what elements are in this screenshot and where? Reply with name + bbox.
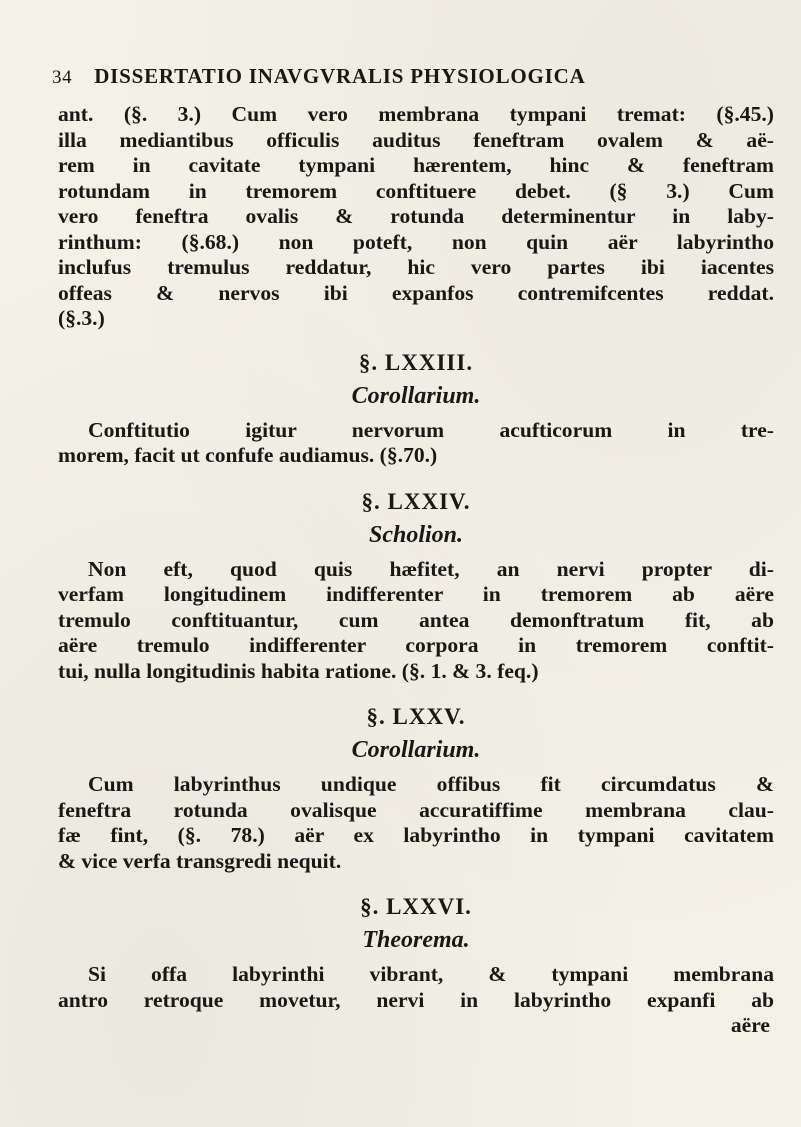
text-line: rinthum: (§.68.) non poteft, non quin aër labyrintho	[58, 229, 774, 254]
section-subheading: Corollarium.	[351, 737, 481, 763]
text-line: aëre tremulo indifferenter corpora in tremorem conftit-	[58, 633, 774, 657]
text-line: offeas & nervos ibi expanfos contremifcentes reddat.	[58, 280, 774, 305]
section-heading: §. LXXIV.	[361, 488, 471, 514]
text-line: rem in cavitate tympani hærentem, hinc & feneftram	[58, 153, 774, 177]
text-line: Si offa labyrinthi vibrant, & tympani membrana	[88, 962, 774, 986]
running-title: DISSERTATIO INAVGVRALIS PHYSIOLOGICA	[94, 64, 586, 88]
text-line: tui, nulla longitudinis habita ratione. (§. 1. & 3. feq.)	[58, 658, 539, 683]
text-line: verfam longitudinem indifferenter in tremorem ab aëre	[58, 582, 774, 606]
text-line: fæ fint, (§. 78.) aër ex labyrintho in tympani cavitatem	[58, 823, 774, 847]
text-line: Non eft, quod quis hæfitet, an nervi propter di-	[88, 556, 774, 581]
text-line: rotundam in tremorem conftituere debet. (§ 3.) Cum	[58, 178, 774, 203]
section-heading: §. LXXIII.	[358, 349, 474, 375]
section-subheading: Scholion.	[368, 521, 464, 548]
section-subheading: Corollarium.	[351, 382, 481, 409]
text-line: & vice verfa transgredi nequit.	[58, 848, 342, 873]
paragraph-continued	[58, 102, 774, 332]
page-number: 34	[52, 67, 73, 88]
text-line: (§.3.)	[58, 306, 105, 330]
text-block	[58, 102, 774, 1039]
section-heading: §. LXXV.	[366, 704, 466, 729]
text-line: morem, facit ut confufe audiamus. (§.70.)	[58, 443, 438, 467]
running-head	[52, 64, 752, 89]
section-subheading: Theorema.	[362, 927, 470, 953]
text-line: Cum labyrinthus undique offibus fit circumdatus &	[88, 772, 774, 796]
text-line: inclufus tremulus reddatur, hic vero partes ibi iacentes	[58, 255, 774, 279]
section-74	[58, 485, 774, 685]
text-line: ant. (§. 3.) Cum vero membrana tympani tremat: (§.45.)	[58, 102, 774, 126]
section-heading: §. LXXVI.	[360, 894, 472, 919]
text-line: illa mediantibus officulis auditus feneftram ovalem & aë-	[58, 127, 774, 152]
text-line: vero feneftra ovalis & rotunda determinentur in laby-	[58, 204, 774, 228]
catchword: aëre	[730, 1013, 770, 1037]
section-76	[58, 890, 774, 1039]
text-line: tremulo conftituantur, cum antea demonftratum fit, ab	[58, 607, 774, 632]
text-line: feneftra rotunda ovalisque accuratiffime membrana clau-	[58, 797, 774, 822]
section-73	[58, 346, 774, 469]
section-75	[58, 700, 774, 874]
text-line: Conftitutio igitur nervorum acufticorum in tre-	[88, 417, 774, 442]
text-line: antro retroque movetur, nervi in labyrintho expanfi ab	[58, 987, 774, 1012]
